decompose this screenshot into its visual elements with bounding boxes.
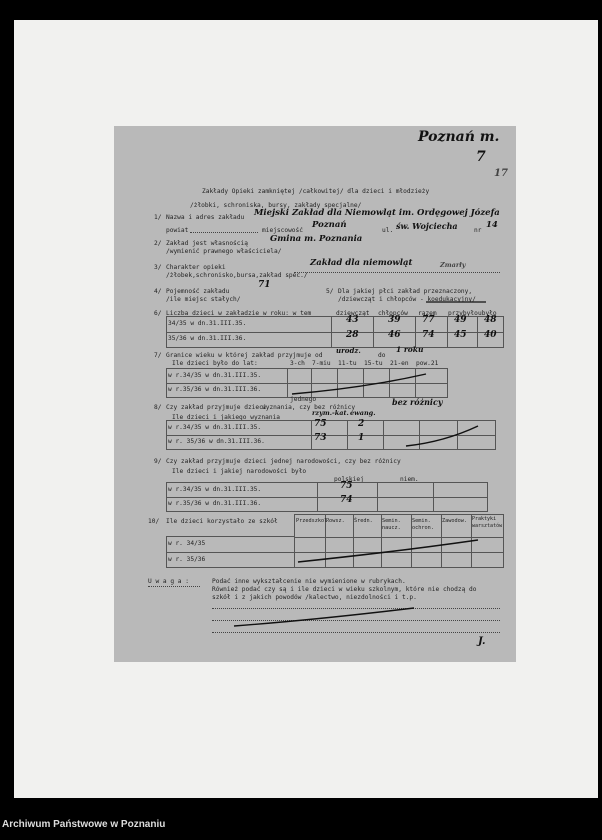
q6-row-0-przybylo: 49	[454, 315, 467, 325]
q8-sub: Ile dzieci i jakiego wyznania	[172, 414, 281, 421]
q8-row-0-rzymkat: 75	[314, 419, 327, 429]
q1-ul-value: św. Wojciecha	[396, 221, 458, 231]
q8-header-1: ewang.	[350, 409, 376, 417]
handwritten-city: Poznań m.	[418, 129, 500, 145]
q3-number: 3/	[154, 264, 162, 271]
q9-header-1: niem.	[400, 476, 419, 483]
q10-header-6: Praktyki warsztatów	[472, 516, 503, 529]
form-title: Zakłady Opieki zamkniętej /całkowitej/ dla dzieci i młodzieży	[202, 188, 430, 195]
q8-row-1-label: w r. 35/36 w dn.31.III.36.	[168, 438, 265, 445]
q2-number: 2/	[154, 240, 162, 247]
q10-cancel-stroke	[298, 540, 478, 562]
q6-row-1-razem: 74	[422, 330, 435, 340]
q9-row-1-polskiej: 74	[340, 495, 353, 505]
uwagi-line-2: szkół i z jakich powodów /kalectwo, niezdolności i t.p.	[212, 594, 417, 601]
q7-sub: Ile dzieci było do lat:	[172, 360, 258, 367]
q8-row-1-rzymkat: 73	[314, 433, 327, 443]
q7-header-5: pow.21	[416, 360, 439, 367]
q1-ul-label: ul.	[382, 227, 394, 234]
q5-sub: /dziewcząt i chłopców - koedukacyjny/	[338, 296, 476, 303]
q10-row-0-label: w r. 34/35	[168, 540, 206, 547]
q8-cancel-stroke	[406, 426, 478, 446]
q1-nr-value: 14	[486, 220, 498, 230]
q7-do-label: do	[378, 352, 386, 359]
q6-label: Liczba dzieci w zakładzie w roku: w tem	[166, 310, 312, 317]
q8-jednego: jednego	[290, 396, 317, 403]
q7-number: 7/	[154, 352, 162, 359]
q10-header-0: Przedszkol.	[296, 518, 331, 524]
q10-header-1: Powsz.	[326, 518, 345, 524]
q1-value: Miejski Zakład dla Niemowląt im. Ordęgowej Józefa	[254, 208, 500, 218]
q3-sub: /żłobek,schronisko,bursa,zakład spec./	[166, 272, 308, 279]
q10-label: Ile dzieci korzystało ze szkół	[166, 518, 278, 525]
q1-number: 1/	[154, 214, 162, 221]
q6-row-0-dziewczat: 43	[346, 315, 359, 325]
q9-label: Czy zakład przyjmuje dzieci jednej narodowości, czy bez różnicy	[166, 458, 401, 465]
q6-row-1-label: 35/36 w dn.31.III.36.	[168, 335, 247, 342]
q10-header-4: Semin. ochron.	[412, 518, 434, 531]
q10-header-3: Semin. naucz.	[382, 518, 401, 531]
handwritten-subnumber: 17	[494, 168, 508, 179]
q7-from-value: urodz.	[336, 346, 361, 355]
q5-label: Dla jakiej płci zakład przeznaczony,	[338, 288, 473, 295]
q6-row-0-chlopcow: 39	[388, 315, 401, 325]
q8-label-2: wyznania, czy bez różnicy	[262, 404, 356, 411]
q6-header-3: przybyło	[448, 310, 478, 317]
q6-header-2: razem	[418, 310, 437, 317]
q3-value-extra: Zmarły	[440, 261, 466, 269]
q8-row-0-label: w r.34/35 w dn.31.III.35.	[168, 424, 262, 431]
q7-row-1-label: w r.35/36 w dn.31.III.36.	[168, 386, 262, 393]
form-subtitle: /żłobki, schroniska, bursy, zakłady specjalne/	[190, 202, 362, 209]
q6-number: 6/	[154, 310, 162, 317]
q9-row-0-label: w r.34/35 w dn.31.III.35.	[168, 486, 262, 493]
q6-row-1-przybylo: 45	[454, 330, 467, 340]
q8-number: 8/	[154, 404, 162, 411]
q1-powiat-label: powiat	[166, 227, 189, 234]
q8-value: bez różnicy	[392, 397, 443, 407]
q2-label: Zakład jest własnością	[166, 240, 248, 247]
q6-row-0-ubylo: 48	[484, 315, 497, 325]
q6-row-0-razem: 77	[422, 315, 435, 325]
q8-row-1-ewang: 1	[358, 433, 365, 443]
q1-miejscowosc-label: miejscowość	[262, 227, 303, 234]
q8-label: Czy zakład przyjmuje dzieci	[166, 404, 267, 411]
q8-header-0: rzym.-kat.	[312, 409, 349, 417]
q4-number: 4/	[154, 288, 162, 295]
q7-cancel-stroke	[292, 374, 426, 394]
uwagi-line-0: Podać inne wykształcenie nie wymienione w rubrykach.	[212, 578, 406, 585]
q7-row-0-label: w r.34/35 w dn.31.III.35.	[168, 372, 262, 379]
q10-header-5: Zawodow.	[442, 518, 467, 524]
q6-header-1: chłopców	[378, 310, 408, 317]
q4-sub: /ile miejsc stałych/	[166, 296, 241, 303]
uwagi-cancel-stroke	[234, 608, 414, 626]
q7-header-1: 7-miu	[312, 360, 331, 367]
q4-value: 71	[258, 280, 271, 290]
q7-header-3: 15-tu	[364, 360, 383, 367]
q1-nr-label: nr	[474, 227, 482, 234]
q9-number: 9/	[154, 458, 162, 465]
signature: J.	[478, 636, 486, 647]
q10-row-1-label: w r. 35/36	[168, 556, 206, 563]
q3-label: Charakter opieki	[166, 264, 226, 271]
questionnaire-document	[114, 126, 516, 662]
q6-header-0: dziewcząt	[336, 310, 370, 317]
q5-number: 5/	[326, 288, 334, 295]
q7-to-value: 1 roku	[396, 345, 424, 354]
handwritten-strokes	[114, 126, 516, 662]
q10-header-2: Średn.	[354, 518, 373, 524]
q6-row-1-dziewczat: 28	[346, 330, 359, 340]
q1-miejscowosc-value: Poznań	[312, 220, 347, 230]
q7-header-2: 11-tu	[338, 360, 357, 367]
q4-label: Pojemność zakładu	[166, 288, 230, 295]
q7-header-4: 21-en	[390, 360, 409, 367]
handwritten-number: 7	[476, 149, 486, 165]
q9-row-0-polskiej: 75	[340, 481, 353, 491]
q9-header-0: polskiej	[334, 476, 364, 483]
q2-sub: /wymienić prawnego właściciela/	[166, 248, 282, 255]
q6-row-1-chlopcow: 46	[388, 330, 401, 340]
q7-label: Granice wieku w której zakład przyjmuje od	[166, 352, 323, 359]
q3-value: Zakład dla niemowląt	[310, 258, 413, 268]
q9-row-1-label: w r.35/36 w dn.31.III.36.	[168, 500, 262, 507]
q7-header-0: 3-ch	[290, 360, 305, 367]
q6-header-4: ubyło	[478, 310, 497, 317]
q1-label: Nazwa i adres zakładu	[166, 214, 245, 221]
q8-row-0-ewang: 2	[358, 419, 365, 429]
q2-value: Gmina m. Poznania	[270, 234, 363, 244]
q9-sub: Ile dzieci i jakiej narodowości było	[172, 468, 307, 475]
uwagi-label: U w a g a :	[148, 578, 189, 585]
archive-footer: Archiwum Państwowe w Poznaniu	[2, 819, 166, 830]
q6-row-1-ubylo: 40	[484, 330, 497, 340]
q10-number: 10/	[148, 518, 160, 525]
uwagi-line-1: Również podać czy są i ile dzieci w wieku szkolnym, które nie chodzą do	[212, 586, 477, 593]
q6-row-0-label: 34/35 w dn.31.III.35.	[168, 320, 247, 327]
